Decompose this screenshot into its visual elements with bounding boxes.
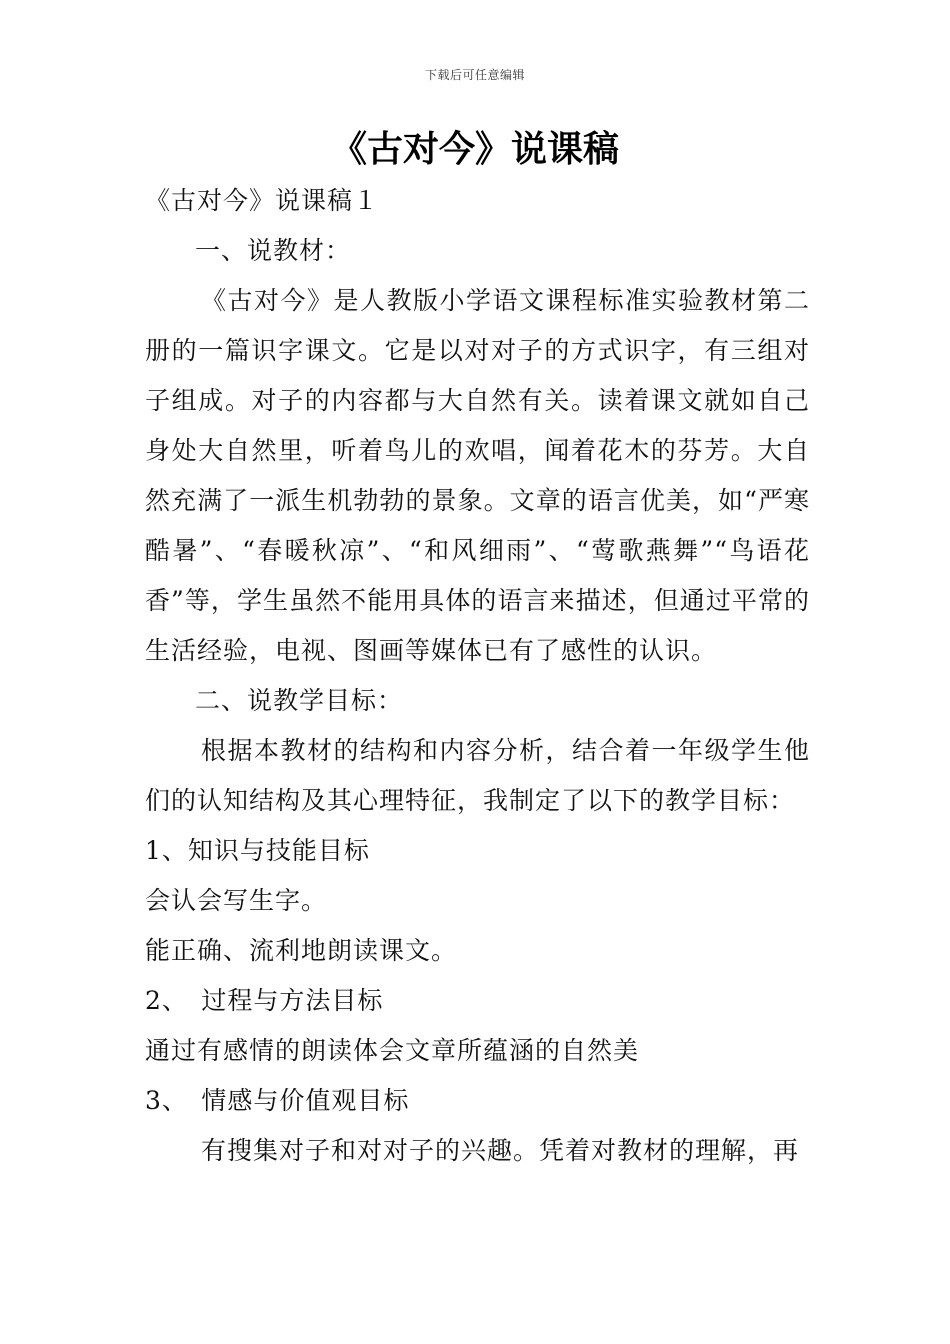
paragraph-teaching-material: 《古对今》是人教版小学语文课程标准实验教材第二册的一篇识字课文。它是以对对子的方式识字，有三组对子组成。对子的内容都与大自然有关。读着课文就如自己身处大自然里，听着鸟儿的欢唱，闻着花木的芬芳。大自然充满了一派生机勃勃的景象。文章的语言优美，如“严寒酷暑”、“春暖秋凉”、“和风细雨”、“莺歌燕舞”“鸟语花香”等，学生虽然不能用具体的语言来描述，但通过平常的生活经验，电视、图画等媒体已有了感性的认识。 — [145, 286, 810, 665]
paragraph-emotion-goal: 有搜集对子和对对子的兴趣。凭着对教材的理解，再 — [201, 1136, 800, 1165]
goal-heading-process: 2、 过程与方法目标 — [145, 986, 384, 1015]
subtitle: 《古对今》说课稿１ — [145, 186, 380, 215]
document-title: 《古对今》说课稿 — [330, 129, 619, 170]
section-heading-teaching-material: 一、说教材： — [195, 236, 352, 265]
paragraph-teaching-goals: 根据本教材的结构和内容分析，结合着一年级学生他们的认知结构及其心理特征，我制定了以下的教学目标： — [145, 736, 810, 815]
goal-item: 通过有感情的朗读体会文章所蕴涵的自然美 — [145, 1036, 640, 1065]
document-body — [145, 176, 810, 1176]
goal-heading-knowledge: 1、知识与技能目标 — [145, 836, 370, 865]
goal-item: 能正确、流利地朗读课文。 — [145, 936, 458, 965]
goal-heading-emotion: 3、 情感与价值观目标 — [145, 1086, 410, 1115]
goal-item: 会认会写生字。 — [145, 886, 328, 915]
section-heading-teaching-goals: 二、说教学目标： — [195, 686, 404, 715]
header-note: 下载后可任意编辑 — [424, 68, 525, 82]
